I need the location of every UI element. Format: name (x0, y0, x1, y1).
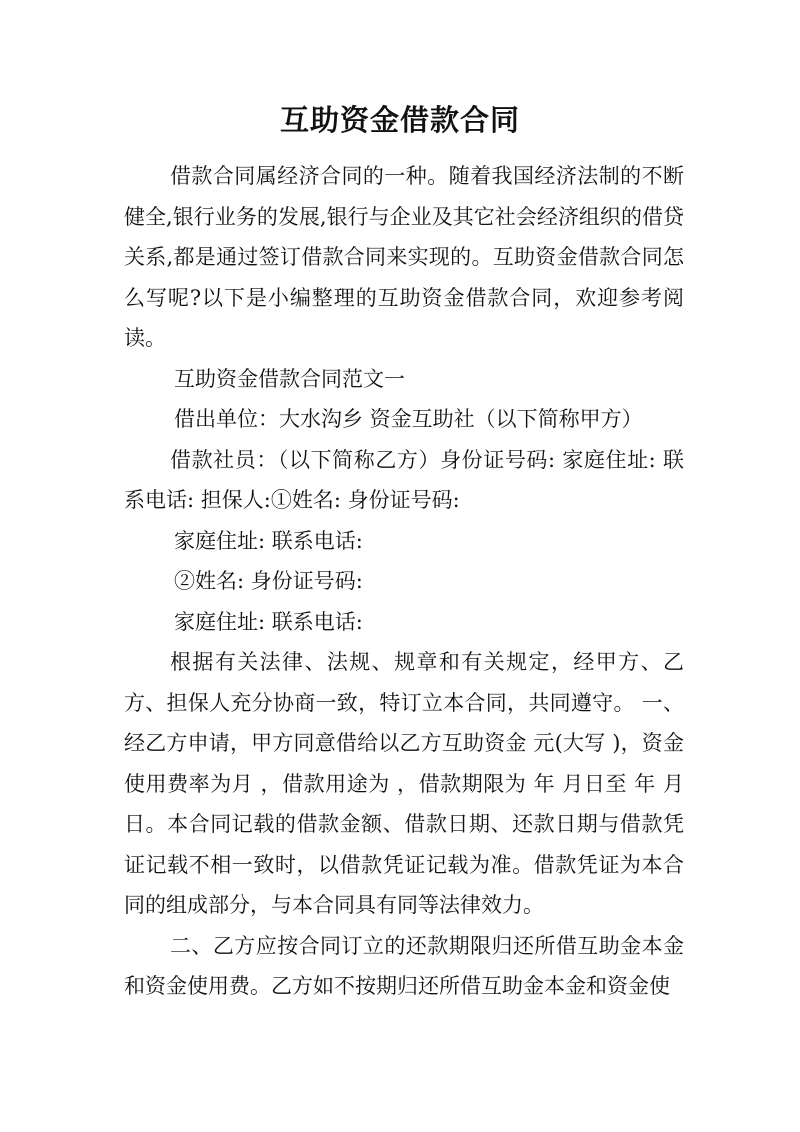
document-body (124, 156, 684, 1007)
guarantor2-name-line: ②姓名: 身份证号码: (174, 569, 363, 593)
intro-paragraph: 借款合同属经济合同的一种。随着我国经济法制的不断健全,银行业务的发展,银行与企业及其它社会经济组织的借贷关系,都是通过签订借款合同来实现的。互助资金借款合同怎么写呢?以下是小编整理的互助资金借款合同，欢迎参考阅读。 (124, 164, 684, 350)
clause-one-paragraph: 根据有关法律、法规、规章和有关规定，经甲方、乙方、担保人充分协商一致，特订立本合同，共同遵守。 一、经乙方申请，甲方同意借给以乙方互助资金 元(大写 )，资金使用费率为月 ，借款用途为 ，借款期限为 年 月日至 年 月日。本合同记载的借款金额、借款日期、还款日期与借款凭证记载不相一致时，以借款凭证记载为准。借款凭证为本合同的组成部分，与本合同具有同等法律效力。 (124, 650, 684, 917)
borrower-line: 借款社员：（以下简称乙方）身份证号码: 家庭住址: 联系电话: 担保人:①姓名: 身份证号码: (124, 447, 684, 512)
document-title: 互助资金借款合同 (279, 103, 520, 137)
guarantor2-address-line: 家庭住址: 联系电话: (174, 609, 363, 634)
lender-line: 借出单位：大水沟乡 资金互助社（以下简称甲方） (174, 407, 643, 431)
section-heading: 互助资金借款合同范文一 (174, 366, 405, 391)
clause-two-paragraph: 二、乙方应按合同订立的还款期限归还所借互助金本金和资金使用费。乙方如不按期归还所借互助金本金和资金使 (124, 933, 684, 998)
guarantor1-address-line: 家庭住址: 联系电话: (174, 528, 363, 553)
